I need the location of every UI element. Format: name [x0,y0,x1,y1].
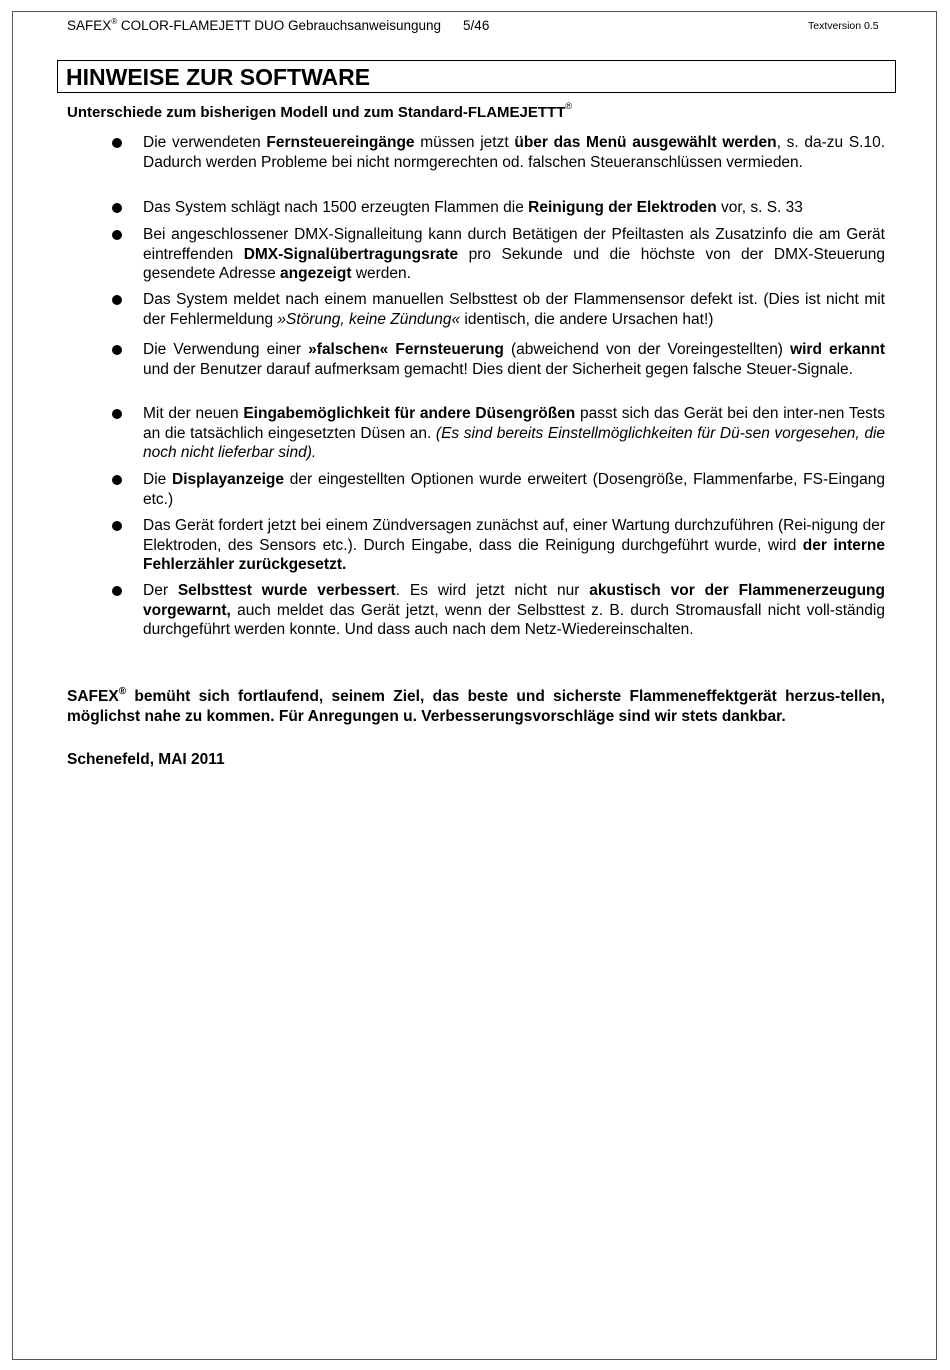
bullet-text: Das Gerät fordert jetzt bei einem Zündversagen zunächst auf, einer Wartung durchzuführen (Rei-nigung der Elektroden, des Sensors etc.). Durch Eingabe, dass die Reinigung durchgeführt wurde, wird [143,517,885,554]
bullet-text: Das System schlägt nach 1500 erzeugten Flammen die [143,199,529,216]
bullet-text: identisch, die andere Ursachen hat!) [460,310,714,328]
header-brand: SAFEX [67,18,112,33]
page-header [67,17,489,33]
list-item [143,581,885,640]
bullet-text: und der Benutzer darauf aufmerksam gemacht! Dies dient der Sicherheit gegen falsche Steuer-Signale. [143,360,853,378]
bullet-emphasis: Reinigung der Elektroden [528,199,717,216]
subheading-text: Unterschiede zum bisherigen Modell und zum Standard-FLAMEJETTT [67,104,566,121]
bullet-dot [112,586,122,596]
bullet-italic-note: (Es sind bereits Einstellmöglichkeiten für Dü-sen vorgesehen, die noch nicht lieferbar sind). [143,424,886,462]
bullet-dot [112,230,122,240]
bullet-text: Mit der neuen [143,405,244,422]
header-version: Textversion 0.5 [808,20,879,32]
section-title-box [57,60,896,93]
bullet-emphasis: »falschen« Fernsteuerung [308,341,504,358]
bullet-text: . Es wird jetzt nicht nur [395,582,590,599]
bullet-text: Die Verwendung einer [143,341,309,358]
section-title: HINWEISE ZUR SOFTWARE [66,64,371,90]
subheading-registered-mark: ® [565,101,573,111]
bullet-emphasis: angezeigt [280,265,352,283]
bullet-emphasis: wird erkannt [790,341,885,358]
bullet-emphasis: akustisch vor der Flammenerzeugung vorgewarnt, [143,582,885,619]
bullet-text: pro Sekunde und die höchste von der DMX-Steuerung gesendete Adresse [143,245,886,283]
list-item [143,133,885,172]
closing-registered-mark: ® [118,686,127,697]
list-item [143,198,885,218]
place-date-signoff: Schenefeld, MAI 2011 [67,751,225,768]
header-registered-mark: ® [111,17,118,26]
closing-paragraph [67,682,885,726]
bullet-dot [112,521,122,531]
bullet-text: Der [143,582,178,599]
list-item [143,340,885,379]
bullet-quote: »Störung, keine Zündung« [277,310,461,328]
list-item [143,290,885,329]
bullet-emphasis: Fernsteuereingänge [266,134,415,151]
bullet-emphasis: Selbsttest wurde verbessert [177,582,396,599]
bullet-text: (abweichend von der Voreingestellten) [503,341,791,358]
bullet-dot [112,203,122,213]
bullet-text: Bei angeschlossener DMX-Signalleitung kann durch Betätigen der Pfeiltasten als Zusatzinfo die am Gerät eintreffenden [143,226,885,263]
bullet-emphasis: der interne Fehlerzähler zurückgesetzt. [143,536,886,574]
bullet-text: passt sich das Gerät bei den inter-nen Tests an die tatsächlich eingesetzten Düsen an. [143,405,885,442]
bullet-text: , s. da-zu S.10. Dadurch werden Probleme bei nicht normgerechten od. falschen Steueranschlüssen vermieden. [143,134,886,171]
bullet-emphasis: DMX-Signalübertragungsrate [243,245,459,263]
bullet-text: Die [143,471,173,488]
list-item [143,404,885,463]
bullet-emphasis: Eingabemöglichkeit für andere Düsengrößen [243,405,576,422]
bullet-text: Das System meldet nach einem manuellen Selbsttest ob der Flammensensor defekt ist. (Dies ist nicht mit der Fehlermeldung [143,291,885,328]
header-page-number: 5/46 [463,18,490,33]
closing-brand: SAFEX [67,688,119,705]
subheading [67,101,572,121]
bullet-dot [112,345,122,355]
closing-text: bemüht sich fortlaufend, seinem Ziel, das beste und sicherste Flammeneffektgerät herzus-tellen, möglichst nahe zu kommen. Für Anregungen u. Verbesserungsvorschläge sind wir stets dankbar. [67,688,885,725]
bullet-text: der eingestellten Optionen wurde erweitert (Dosengröße, Flammenfarbe, FS-Eingang etc.) [143,471,885,508]
bullet-dot [112,295,122,305]
bullet-emphasis: Displayanzeige [172,471,285,488]
bullet-text: vor, s. S. 33 [716,199,803,216]
bullet-text: Die verwendeten [143,134,267,151]
bullet-text: auch meldet das Gerät jetzt, wenn der Selbsttest z. B. durch Stromausfall nicht voll-ständig durchgeführt werden konnte. Und dass auch nach dem Netz-Wiedereinschalten. [143,601,885,639]
bullet-text: werden. [351,265,411,283]
bullet-dot [112,409,122,419]
bullet-emphasis: über das Menü ausgewählt werden [514,134,777,151]
bullet-dot [112,475,122,485]
list-item [143,225,885,284]
bullet-text: müssen jetzt [414,134,515,151]
list-item [143,516,885,575]
bullet-dot [112,138,122,148]
header-doc-title: COLOR-FLAMEJETT DUO Gebrauchsanweisungung [117,18,442,33]
list-item [143,470,885,509]
